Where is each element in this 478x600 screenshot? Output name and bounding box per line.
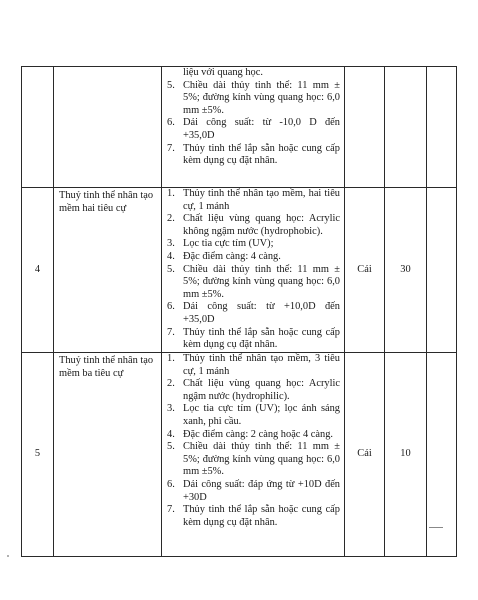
empty-cell [427, 188, 457, 353]
spec-item: 5. Chiều dài thủy tinh thể: 11 mm ± 5%; đường kính vùng quang học: 6,0 mm ±5%. [167, 263, 340, 300]
item-number [22, 67, 54, 188]
empty-cell [427, 353, 457, 557]
spec-list [165, 67, 340, 168]
spec-item: 6. Dải công suất: từ +10,0D đến +35,0D [167, 301, 340, 325]
spec-list [165, 353, 340, 529]
spec-item: 2. Chất liệu vùng quang học: Acrylic không ngậm nước (hydrophobic). [167, 213, 340, 237]
spec-item: 5. Chiều dài thủy tinh thể: 11 mm ± 5%; đường kính vùng quang học: 6,0 mm ±5%. [167, 441, 340, 478]
spec-item: liệu với quang học. [183, 67, 263, 78]
spec-item: 3. Lọc tia cực tím (UV); [167, 238, 274, 250]
spec-item: 1. Thủy tinh thể nhân tạo mềm, hai tiêu cự, 1 mảnh [167, 188, 340, 212]
item-specifications [162, 188, 345, 353]
item-quantity [385, 67, 427, 188]
spec-item: 6. Dải công suất: từ -10,0 D đến +35,0D [167, 117, 340, 141]
spec-item: 4. Đặc điểm càng: 2 càng hoặc 4 càng. [167, 428, 334, 440]
specification-table [21, 66, 457, 557]
table-row [22, 67, 457, 188]
spec-item: 7. Thủy tinh thể lắp sẵn hoặc cung cấp kèm dụng cụ đặt nhân. [167, 326, 340, 351]
item-number: 4 [22, 188, 54, 353]
spec-list [165, 188, 340, 352]
spec-item: 5. Chiều dài thủy tinh thể: 11 mm ± 5%; đường kính vùng quang học: 6,0 mm ±5%. [167, 79, 340, 116]
spec-item: 1. Thủy tinh thể nhân tạo mềm, 3 tiêu cự, 1 mảnh [167, 353, 340, 377]
item-quantity: 10 [385, 353, 427, 557]
item-name [54, 67, 162, 188]
item-unit: Cái [345, 353, 385, 557]
item-name: Thuỷ tinh thể nhân tạo mềm ba tiêu cự [54, 353, 162, 557]
pen-mark [429, 527, 443, 528]
item-unit [345, 67, 385, 188]
spec-item: 7. Thủy tinh thể lắp sẵn hoặc cung cấp kèm dụng cụ đặt nhân. [167, 504, 340, 528]
item-specifications [162, 353, 345, 557]
item-specifications [162, 67, 345, 188]
empty-cell [427, 67, 457, 188]
spec-item: 2. Chất liệu vùng quang học: Acrylic ngậm nước (hydrophilic). [167, 378, 340, 402]
table-row [22, 188, 457, 353]
scan-speck [7, 555, 9, 557]
item-unit: Cái [345, 188, 385, 353]
item-number: 5 [22, 353, 54, 557]
spec-item: 4. Đặc điểm càng: 4 càng. [167, 250, 281, 262]
spec-item: 6. Dải công suất: đáp ứng từ +10D đến +30D [167, 478, 340, 503]
table-row [22, 353, 457, 557]
item-quantity: 30 [385, 188, 427, 353]
spec-item: 7. Thủy tinh thể lắp sẵn hoặc cung cấp kèm dụng cụ đặt nhân. [167, 142, 340, 167]
spec-item: 3. Lọc tia cực tím (UV); lọc ánh sáng xanh, phi cầu. [167, 403, 340, 427]
item-name: Thuỷ tinh thể nhân tạo mềm hai tiêu cự [54, 188, 162, 353]
